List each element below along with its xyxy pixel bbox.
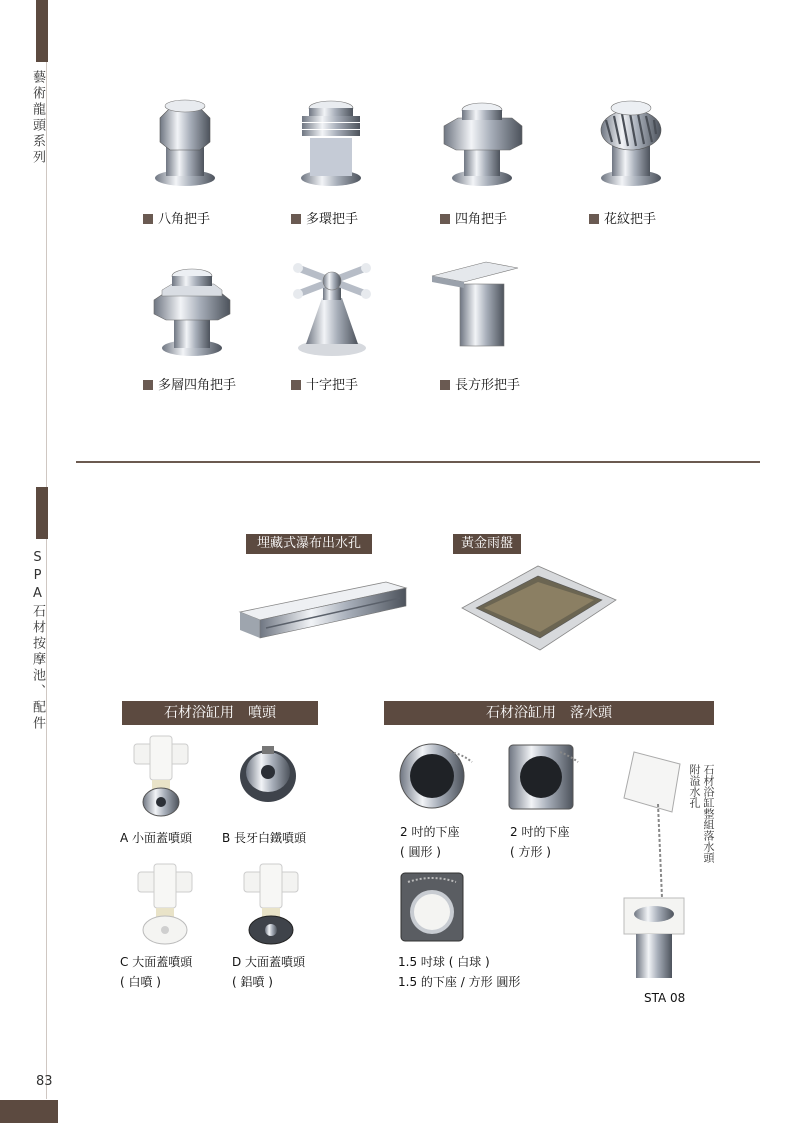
- handle-name: 多環把手: [306, 212, 359, 227]
- section-divider: [76, 461, 760, 463]
- jet-caption-c: [120, 952, 192, 992]
- caption-line: D 大面蓋噴頭: [232, 955, 306, 969]
- jet-large-cover-white-icon: [134, 864, 196, 946]
- handle-name: 長方形把手: [455, 378, 521, 393]
- sidebar-bar-middle: [36, 487, 48, 539]
- section-title-faucet-series: 藝術龍頭系列: [30, 70, 45, 166]
- bullet-square-icon: [143, 214, 153, 224]
- sidebar-divider-top: [46, 62, 47, 487]
- rectangle-handle-icon: [430, 258, 520, 348]
- waterfall-outlet-icon: [236, 578, 408, 640]
- jet-caption-a: [120, 828, 192, 848]
- handle-name: 四角把手: [455, 212, 508, 227]
- cross-handle-icon: [292, 254, 372, 358]
- page-footer-bar: [0, 1100, 58, 1123]
- drain-caption-square: [510, 822, 569, 862]
- jet-small-cover-icon: [130, 736, 192, 820]
- drain-set-with-overflow-icon: [618, 748, 690, 986]
- drain-set-model: STA 08: [644, 991, 686, 1005]
- bullet-square-icon: [143, 380, 153, 390]
- caption-line: 1.5 吋球 ( 白球 ): [398, 955, 490, 969]
- handle-label-square: [440, 208, 507, 227]
- caption-line: ( 鋁噴 ): [232, 975, 273, 989]
- caption-line: 1.5 的下座 / 方形 圓形: [398, 975, 521, 989]
- handle-label-cross: [291, 374, 358, 393]
- handle-name: 八角把手: [158, 212, 211, 227]
- sidebar-divider-bottom: [46, 539, 47, 1099]
- drain-round-base-icon: [398, 742, 476, 810]
- handle-label-pattern: [589, 208, 656, 227]
- pattern-handle-icon: [596, 98, 666, 188]
- bullet-square-icon: [440, 380, 450, 390]
- drain-section-header: 石材浴缸用 落水頭: [384, 701, 714, 725]
- handle-label-layered-square: [143, 374, 236, 393]
- bullet-square-icon: [291, 214, 301, 224]
- jet-caption-b: [222, 828, 306, 848]
- drain-caption-round: [400, 822, 459, 862]
- bullet-square-icon: [291, 380, 301, 390]
- sidebar-bar-top: [36, 0, 48, 62]
- caption-line: 2 吋的下座: [400, 825, 460, 839]
- handle-name: 花紋把手: [604, 212, 657, 227]
- drain-square-base-icon: [508, 744, 580, 810]
- caption-line: C 大面蓋噴頭: [120, 955, 193, 969]
- square-handle-icon: [440, 100, 524, 188]
- drain-set-title: 石材浴缸整組落水頭: [702, 764, 715, 863]
- section-title-spa-accessories: SPA石材按摩池、配件: [30, 550, 45, 732]
- tag-gold-rain-shower: 黃金雨盤: [453, 534, 521, 554]
- handle-label-rectangle: [440, 374, 520, 393]
- caption-line: ( 方形 ): [510, 845, 551, 859]
- rain-shower-icon: [454, 560, 624, 656]
- caption-line: 2 吋的下座: [510, 825, 570, 839]
- jet-long-thread-steel-icon: [238, 740, 298, 806]
- handle-label-ring: [291, 208, 358, 227]
- handle-name: 多層四角把手: [158, 378, 237, 393]
- caption-line: B 長牙白鐵噴頭: [222, 831, 307, 845]
- tag-waterfall-outlet: 埋藏式瀑布出水孔: [246, 534, 372, 554]
- caption-line: ( 圓形 ): [400, 845, 441, 859]
- handle-name: 十字把手: [306, 378, 359, 393]
- caption-line: A 小面蓋噴頭: [120, 831, 193, 845]
- drain-caption-ball: [398, 952, 520, 992]
- jets-section-header: 石材浴缸用 噴頭: [122, 701, 318, 725]
- bullet-square-icon: [440, 214, 450, 224]
- handle-label-octagon: [143, 208, 210, 227]
- octagon-handle-icon: [150, 96, 220, 188]
- page-number: 83: [36, 1074, 53, 1089]
- bullet-square-icon: [589, 214, 599, 224]
- drain-white-ball-icon: [400, 872, 464, 942]
- jet-large-cover-aluminum-icon: [240, 864, 302, 946]
- layered-square-handle-icon: [150, 266, 234, 358]
- ring-handle-icon: [296, 98, 366, 188]
- drain-set-subtitle: 附溢水孔: [688, 764, 701, 808]
- caption-line: ( 白噴 ): [120, 975, 161, 989]
- jet-caption-d: [232, 952, 305, 992]
